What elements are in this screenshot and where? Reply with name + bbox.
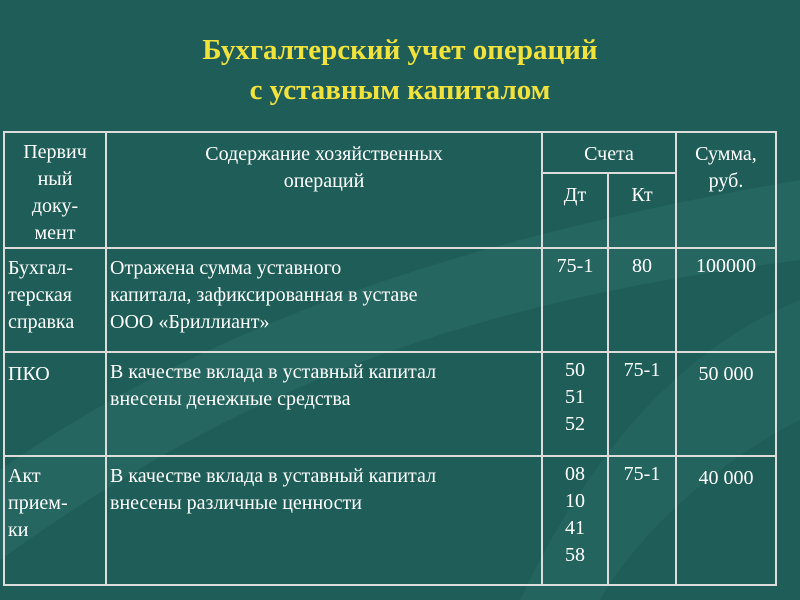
debit-account: 58 [565, 544, 585, 566]
row-content: В качестве вклада в уставный капитал внесены различные ценности [106, 456, 542, 585]
row-document: ПКО [4, 352, 106, 456]
debit-account: 08 [565, 463, 585, 485]
header-amount: Сумма, руб. [676, 132, 776, 248]
header-debit: Дт [542, 173, 608, 248]
debit-account: 51 [565, 386, 585, 408]
operations-table [3, 131, 777, 586]
debit-account: 41 [565, 517, 585, 539]
header-accounts: Счета [542, 132, 676, 173]
row-credit: 80 [608, 248, 676, 352]
debit-account: 75-1 [556, 255, 594, 277]
table-row [4, 352, 776, 456]
title-line-2: с уставным капиталом [249, 74, 551, 106]
row-credit: 75-1 [608, 456, 676, 585]
row-amount: 50 000 [676, 352, 776, 456]
row-debit [542, 456, 608, 585]
table-row [4, 248, 776, 352]
debit-account: 50 [565, 359, 585, 381]
row-document: Бухгал- терская справка [4, 248, 106, 352]
header-primary-document: Первич ный доку- мент [4, 132, 106, 248]
row-debit [542, 352, 608, 456]
debit-account: 10 [565, 490, 585, 512]
row-content: Отражена сумма уставного капитала, зафиксированная в уставе ООО «Бриллиант» [106, 248, 542, 352]
row-content: В качестве вклада в уставный капитал внесены денежные средства [106, 352, 542, 456]
row-amount: 40 000 [676, 456, 776, 585]
debit-account: 52 [565, 413, 585, 435]
page-title [0, 30, 800, 110]
title-line-1: Бухгалтерский учет операций [202, 34, 598, 66]
header-operation-content: Содержание хозяйственных операций [106, 132, 542, 248]
row-debit [542, 248, 608, 352]
row-credit: 75-1 [608, 352, 676, 456]
row-amount: 100000 [676, 248, 776, 352]
table-row [4, 456, 776, 585]
header-credit: Кт [608, 173, 676, 248]
row-document: Акт прием- ки [4, 456, 106, 585]
table-header-row [4, 132, 776, 173]
